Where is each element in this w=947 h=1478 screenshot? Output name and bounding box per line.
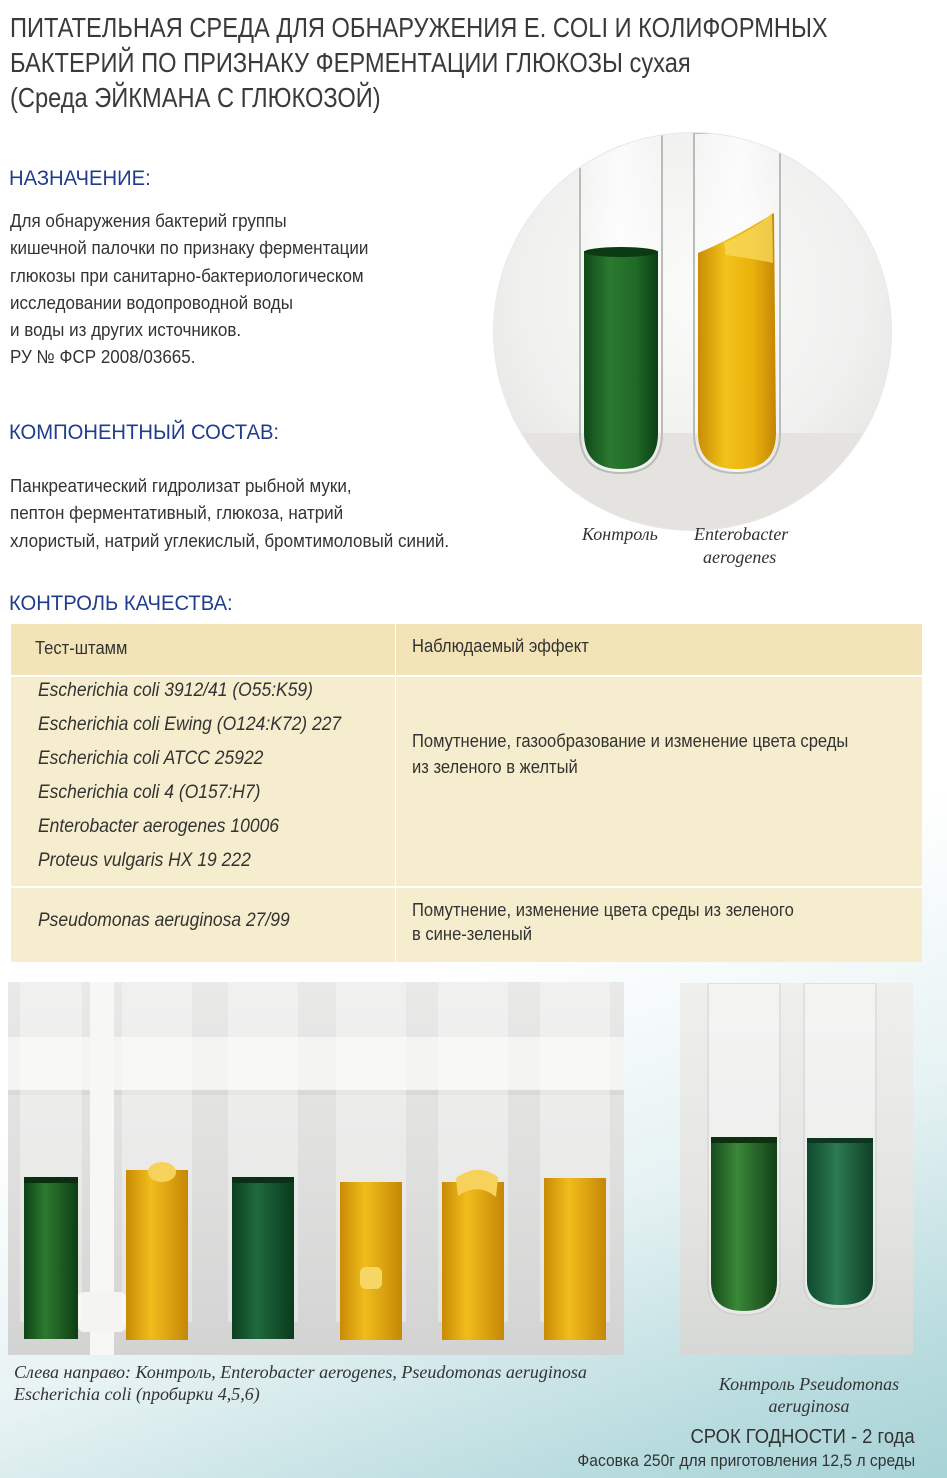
strain-item: Escherichia coli ATCC 25922: [38, 748, 264, 769]
composition-line: Панкреатический гидролизат рыбной муки,: [10, 475, 352, 496]
tube-enterobacter: [122, 982, 192, 1340]
title-line-2: БАКТЕРИЙ ПО ПРИЗНАКУ ФЕРМЕНТАЦИИ ГЛЮКОЗЫ сухая: [10, 47, 691, 78]
purpose-line: Для обнаружения бактерий группы: [10, 210, 287, 231]
strain-list-group1: [38, 674, 341, 878]
strain-item: Escherichia coli 3912/41 (O55:K59): [38, 680, 313, 701]
two-tubes-caption: [700, 1373, 918, 1417]
six-tubes-caption: [14, 1361, 587, 1405]
composition-heading: КОМПОНЕНТНЫЙ СОСТАВ:: [9, 420, 280, 444]
strain-item: Escherichia coli Ewing (O124:K72) 227: [38, 714, 342, 735]
tube-pseudomonas: [228, 982, 298, 1339]
two-tubes-caption-line1: Контроль Pseudomonas: [718, 1374, 900, 1394]
effect-line: из зеленого в желтый: [412, 757, 578, 777]
caption-enterobacter-line1: Enterobacter: [694, 524, 789, 544]
composition-text: [10, 472, 449, 554]
header-strain: Тест-штамм: [35, 638, 128, 658]
table-divider: [11, 886, 922, 888]
packaging: Фасовка 250г для приготовления 12,5 л среды: [577, 1451, 915, 1470]
effect-group2: [412, 898, 794, 946]
quality-heading: КОНТРОЛЬ КАЧЕСТВА:: [9, 591, 233, 615]
six-tubes-illustration: [8, 982, 624, 1355]
purpose-line: и воды из других источников.: [10, 319, 242, 341]
purpose-line: кишечной палочки по признаку ферментации: [10, 237, 369, 259]
strain-item: Enterobacter aerogenes 10006: [38, 816, 280, 837]
caption-enterobacter-line2: aerogenes: [703, 547, 777, 567]
title-line-1: ПИТАТЕЛЬНАЯ СРЕДА ДЛЯ ОБНАРУЖЕНИЯ E. COLI И КОЛИФОРМНЫХ: [10, 12, 828, 43]
strain-group2: Pseudomonas aeruginosa 27/99: [38, 910, 290, 931]
caption-control: Контроль: [582, 524, 658, 544]
header-effect: Наблюдаемый эффект: [412, 636, 589, 656]
six-tubes-caption-line1: Слева направо: Контроль, Enterobacter aerogenes, Pseudomonas aeruginosa: [14, 1362, 587, 1382]
six-tubes-photo: [8, 982, 624, 1355]
tube-ecoli-6: [540, 982, 610, 1340]
strain-item: Proteus vulgaris HX 19 222: [38, 850, 251, 871]
tube-control: [20, 982, 82, 1339]
test-tubes-photo-circle: [494, 133, 891, 530]
title-line-3: (Среда ЭЙКМАНА С ГЛЮКОЗОЙ): [10, 82, 381, 113]
shelf-life: СРОК ГОДНОСТИ - 2 года: [690, 1426, 915, 1448]
composition-line: пептон ферментативный, глюкоза, натрий: [10, 502, 344, 524]
two-tubes-photo: [680, 983, 913, 1355]
purpose-line: РУ № ФСР 2008/03665.: [10, 346, 196, 368]
composition-line: хлористый, натрий углекислый, бромтимоловый синий.: [10, 529, 450, 551]
two-tubes-caption-line2: aeruginosa: [768, 1396, 850, 1416]
purpose-text: [10, 207, 368, 371]
effect-group1: [412, 728, 848, 780]
effect-line: в сине-зеленый: [412, 924, 533, 944]
two-tubes-illustration: [680, 983, 913, 1355]
six-tubes-caption-line2: Escherichia coli (пробирки 4,5,6): [14, 1384, 260, 1404]
purpose-heading: НАЗНАЧЕНИЕ:: [9, 166, 151, 190]
purpose-line: глюкозы при санитарно-бактериологическом: [10, 264, 364, 286]
quality-table: [11, 624, 922, 962]
purpose-line: исследовании водопроводной воды: [10, 291, 293, 313]
effect-line: Помутнение, газообразование и изменение цвета среды: [412, 731, 849, 751]
test-tubes-illustration: [494, 133, 891, 530]
tube-ecoli-5: [438, 982, 508, 1340]
tube-ecoli-4: [336, 982, 406, 1340]
effect-line: Помутнение, изменение цвета среды из зеленого: [412, 900, 794, 920]
page-title: [10, 10, 828, 115]
strain-item: Escherichia coli 4 (O157:H7): [38, 782, 261, 803]
